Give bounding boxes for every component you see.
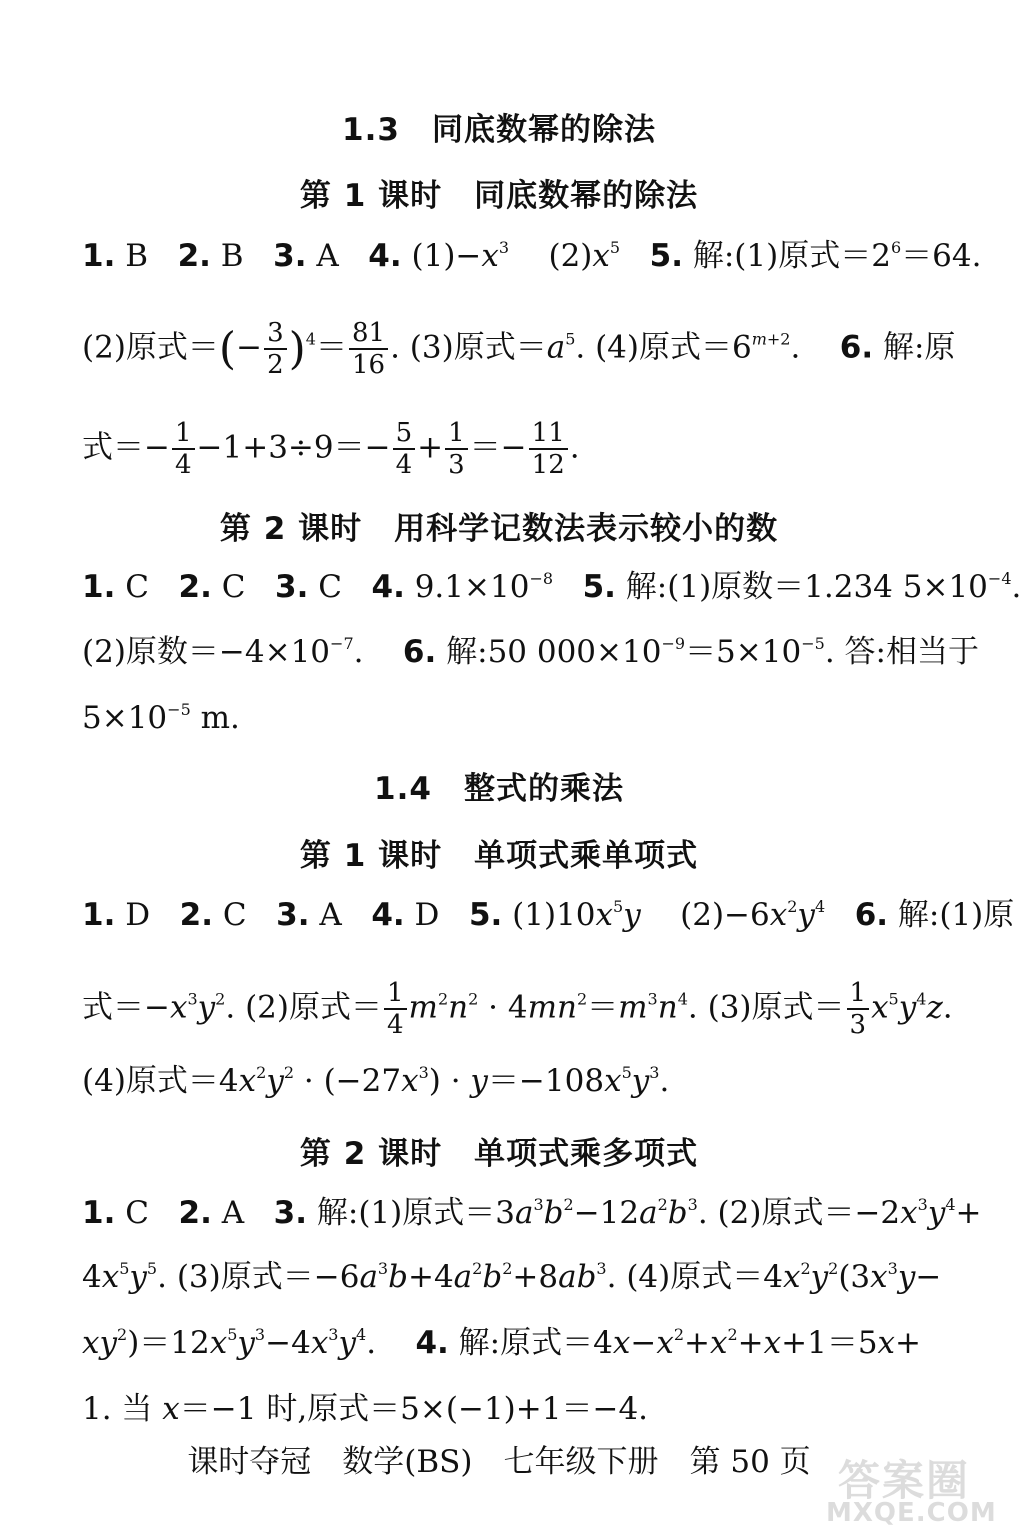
lesson-3-title: 第 1 课时 单项式乘单项式: [299, 838, 699, 874]
lesson-4-title: 第 2 课时 单项式乘多项式: [299, 1136, 699, 1172]
answer-line: $4x^5y^5$. (3)原式$=-6a^3b+4a^2b^2+8ab^3$. (4)原式$=4x^2y^2(3x^3y-$: [82, 1259, 942, 1295]
watermark-url: MXQE.COM: [826, 1498, 997, 1528]
section-1-3-title: 1.3 同底数幂的除法: [342, 112, 656, 148]
answer-line: (2)原式＝(− $\frac{3}{2}$ )$^4$＝ $\frac{81}{16}$ . (3)原式$=a^5$. (4)原式$=6^{m+2}$. 6. 解:原: [82, 318, 956, 380]
answer-line: 式＝− $\frac{1}{4}$ −1+3÷9＝− $\frac{5}{4}$ + $\frac{1}{3}$ ＝− $\frac{11}{12}$ .: [82, 418, 580, 480]
section-1-4-title: 1.4 整式的乘法: [374, 771, 624, 807]
answer-line: $xy^2)=12x^5y^3-4x^3y^4$. 4. 解:原式$=4x-x^2+x^2+x+1=5x+$: [82, 1325, 922, 1361]
answer-line: 1. 当 x＝−1 时,原式＝5×(−1)+1＝−4.: [82, 1391, 649, 1427]
answer-line: 式$=-x^3y^2$. (2)原式＝ $\frac{1}{4}$ $m^2n^2 \cdot 4mn^2=m^3n^4$. (3)原式＝ $\frac{1}{3}$ $x^5y^4z$.: [82, 978, 953, 1040]
answer-line: 1. C 2. C 3. C 4. $9.1\times 10^{-8}$ 5. 解:(1)原数＝1.234 $5\times 10^{-4}$.: [82, 569, 1021, 605]
lesson-2-title: 第 2 课时 用科学记数法表示较小的数: [219, 511, 779, 547]
answer-line: 1. B 2. B 3. A 4. $(1)-x^3$ $(2)x^5$ 5. 解:(1)原式$=2^6=64$.: [82, 238, 982, 274]
lesson-1-title: 第 1 课时 同底数幂的除法: [299, 178, 699, 214]
answer-line: 1. C 2. A 3. 解:(1)原式$=3a^3b^2-12a^2b^3$. (2)原式$=-2x^3y^4+$: [82, 1195, 982, 1231]
watermark-logo: [818, 1448, 997, 1530]
watermark-text: 答案圈: [838, 1456, 971, 1505]
page-footer: 课时夺冠 数学(BS) 七年级下册 第 50 页: [187, 1444, 811, 1480]
answer-line: (2)原数$=-4\times 10^{-7}$. 6. 解:50 $000\times 10^{-9}=5\times 10^{-5}$. 答:相当于: [82, 634, 979, 670]
answer-line: $5\times 10^{-5}$ m.: [82, 700, 240, 736]
answer-line: 1. D 2. C 3. A 4. D 5. $(1)10x^5y$ $(2)-6x^2y^4$ 6. 解:(1)原: [82, 897, 1015, 933]
answer-line: (4)原式$=4x^2y^2 \cdot (-27x^3) \cdot y=-108x^5y^3$.: [82, 1063, 670, 1099]
